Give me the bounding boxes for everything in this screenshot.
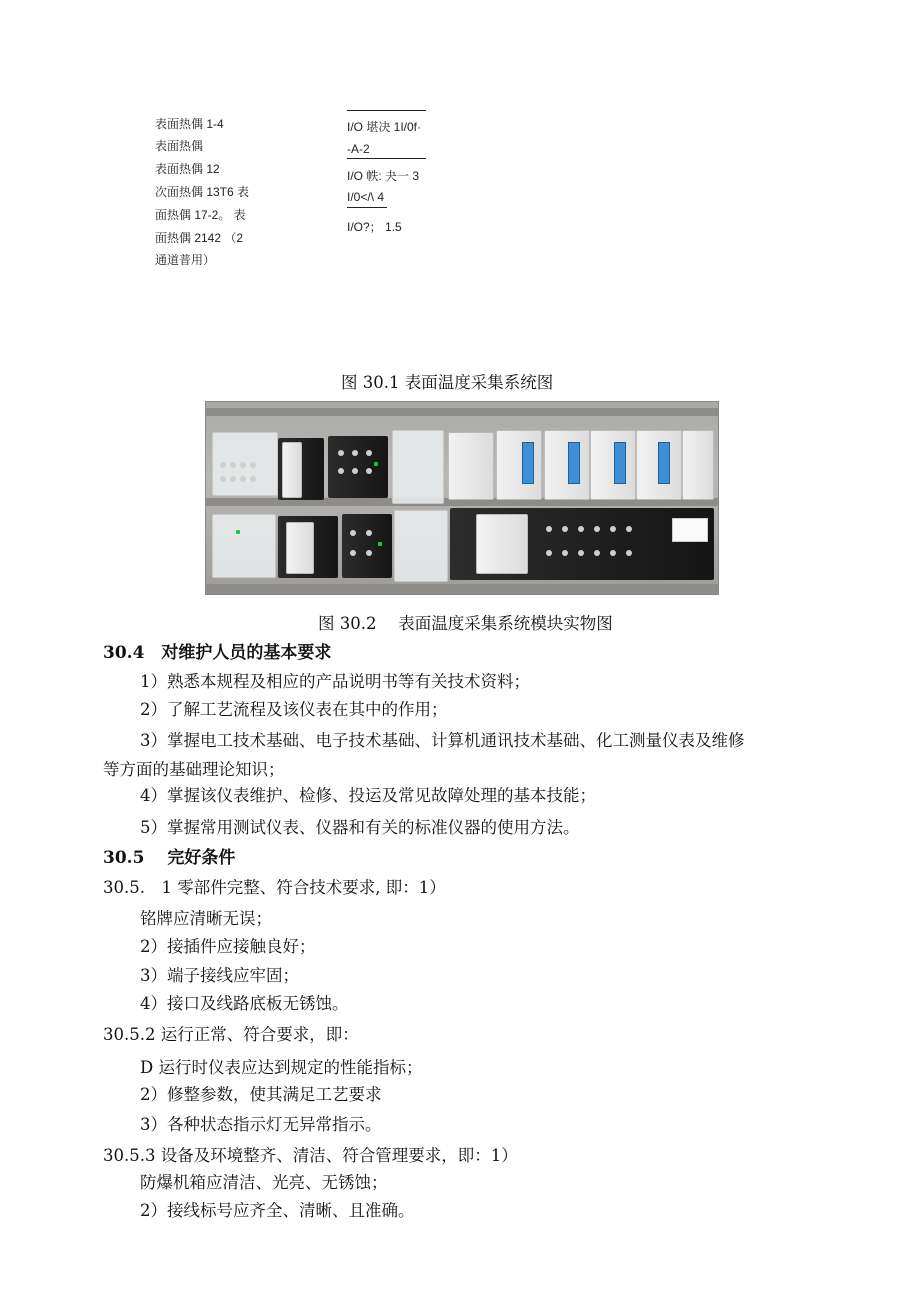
right-label-1: I/O 堪决 1I/0f· <box>347 120 422 134</box>
right-label-2: -A-2 <box>347 142 370 156</box>
left-label-1: 表面热偶 1-4 <box>155 117 224 131</box>
io-rule-1 <box>347 110 426 111</box>
s3051-item-4: 4）接口及线路底板无锈蚀。 <box>140 994 349 1013</box>
s3051-item-1: 铭牌应清晰无误； <box>140 909 272 928</box>
left-label-4: 次面热偶 13T6 表 <box>155 185 250 199</box>
left-label-2: 表面热偶 <box>155 139 204 153</box>
section-30-4-heading: 30.4 对维护人员的基本要求 <box>103 643 332 663</box>
left-label-6: 面热偶 2142 （2 <box>155 231 244 245</box>
figure-30-1-caption: 图 30.1 表面温度采集系统图 <box>341 373 554 392</box>
s304-item-2: 2）了解工艺流程及该仪表在其中的作用； <box>140 700 448 719</box>
io-rule-2 <box>347 158 426 159</box>
s3053-item-2: 2）接线标号应齐全、清晰、且准确。 <box>140 1201 415 1220</box>
s304-item-3: 3）掌握电工技术基础、电子技术基础、计算机通讯技术基础、化工测量仪表及维修 <box>140 731 745 750</box>
left-label-7: 通道普用） <box>155 253 216 267</box>
left-label-3: 表面热偶 12 <box>155 162 220 176</box>
s3051-item-3: 3）端子接线应牢固； <box>140 966 299 985</box>
left-label-5: 面热偶 17-2。 表 <box>155 208 246 222</box>
section-30-5-heading: 30.5 完好条件 <box>103 848 236 868</box>
modules-photo <box>205 401 719 595</box>
right-label-4: I/0</\ 4 <box>347 190 385 204</box>
io-rule-3 <box>347 207 387 208</box>
s304-item-5: 5）掌握常用测试仪表、仪器和有关的标准仪器的使用方法。 <box>140 818 580 837</box>
figure-30-2-caption: 图 30.2 表面温度采集系统模块实物图 <box>318 614 613 633</box>
s3051-title: 30.5. 1 零部件完整、符合技术要求, 即：1） <box>103 878 446 897</box>
s304-item-3-cont: 等方面的基础理论知识； <box>103 760 285 779</box>
s3053-title: 30.5.3 设备及环境整齐、清洁、符合管理要求，即：1） <box>103 1146 518 1165</box>
s304-item-4: 4）掌握该仪表维护、检修、投运及常见故障处理的基本技能； <box>140 786 596 805</box>
s3052-item-2: 2）修整参数，使其满足工艺要求 <box>140 1085 382 1104</box>
right-label-3: I/O 帙: 夬一 3 <box>347 169 420 183</box>
s3052-title: 30.5.2 运行正常、符合要求，即： <box>103 1025 359 1044</box>
s3052-item-1: D 运行时仪表应达到规定的性能指标； <box>140 1058 423 1077</box>
right-label-5: I/O?； 1.5 <box>347 220 402 234</box>
s3052-item-3: 3）各种状态指示灯无异常指示。 <box>140 1115 382 1134</box>
s3051-item-2: 2）接插件应接触良好； <box>140 937 316 956</box>
s3053-item-1: 防爆机箱应清洁、光亮、无锈蚀； <box>140 1173 388 1192</box>
s304-item-1: 1）熟悉本规程及相应的产品说明书等有关技术资料； <box>140 672 530 691</box>
